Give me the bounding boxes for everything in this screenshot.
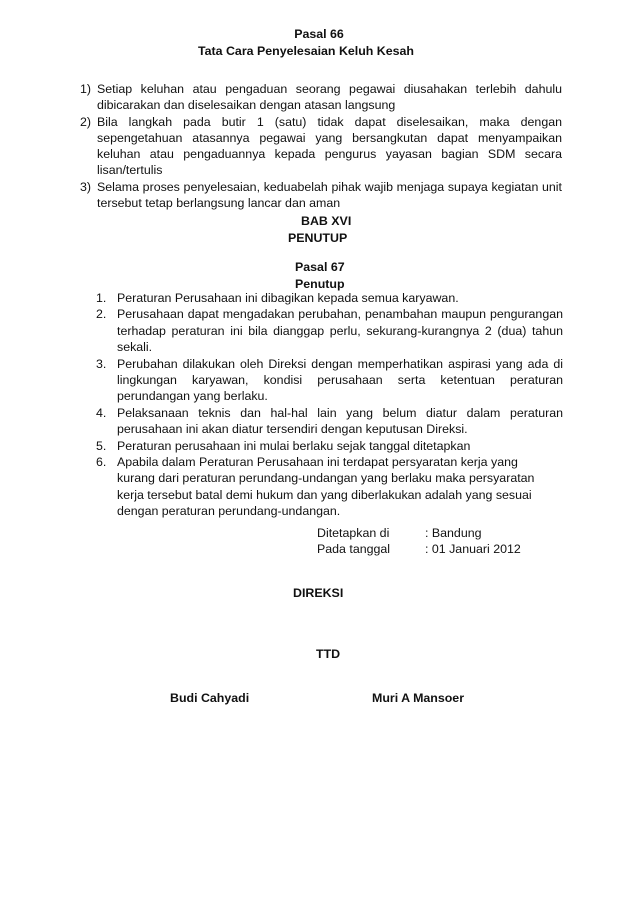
pasal-66-title-text: Tata Cara Penyelesaian Keluh Kesah — [197, 44, 414, 58]
pasal-67-list — [96, 290, 563, 520]
signer-right: Muri A Mansoer — [372, 691, 465, 705]
list-item-number: 1. — [96, 291, 107, 305]
list-item-number: 3) — [80, 179, 92, 194]
list-item-number: 5. — [96, 438, 107, 453]
pasal-67-title: Penutup — [295, 277, 345, 291]
list-item-text: Bila langkah pada butir 1 (satu) tidak dapat diselesaikan, maka dengan sepengetahuan atasannya pegawai yang bersangkutan dapat menyampaikan keluhan atau pengaduannya kepada pengurus yayasan bagian SDM secara lisan/tertulis — [97, 114, 562, 178]
pasal-66-heading: Pasal 66 — [294, 27, 344, 41]
list-item — [96, 438, 563, 454]
pasal-67-heading: Pasal 67 — [295, 260, 345, 274]
list-item-number: 4. — [96, 405, 107, 420]
list-item — [80, 179, 562, 212]
sign-place-label: Ditetapkan di — [317, 526, 390, 540]
list-item — [96, 454, 563, 520]
list-item-text: Peraturan Perusahaan ini dibagikan kepada semua karyawan. — [117, 291, 459, 305]
sign-place-row — [317, 525, 482, 542]
list-item-number: 1) — [80, 82, 92, 96]
pasal-66-list — [80, 81, 562, 211]
sign-date-label: Pada tanggal — [317, 542, 391, 556]
list-item-text: Peraturan perusahaan ini mulai berlaku sejak tanggal ditetapkan — [117, 438, 471, 453]
bab-title: PENUTUP — [288, 231, 348, 245]
list-item — [96, 290, 563, 306]
board-label: DIREKSI — [293, 586, 344, 600]
bab-number: BAB XVI — [301, 214, 352, 228]
list-item-text: Selama proses penyelesaian, keduabelah pihak wajib menjaga supaya kegiatan unit tersebut tetap berlangsung lancar dan aman — [97, 179, 562, 211]
sign-date-row — [317, 541, 521, 558]
list-item — [80, 114, 562, 179]
list-item-number: 2) — [80, 114, 92, 129]
signer-left: Budi Cahyadi — [170, 691, 250, 705]
pasal-66-title — [0, 43, 638, 59]
list-item-text: Setiap keluhan atau pengaduan seorang pegawai diusahakan terlebih dahulu dibicarakan dan diselesaikan dengan atasan langsung — [97, 82, 562, 113]
list-item — [80, 81, 562, 114]
list-item-text: Perusahaan dapat mengadakan perubahan, penambahan maupun pengurangan terhadap peraturan ini bila dianggap perlu, sekurang-kurangnya 2 (dua) tahun sekali. — [117, 307, 563, 355]
sign-place-value: : Bandung — [425, 526, 482, 540]
list-item-number: 6. — [96, 455, 107, 470]
list-item — [96, 306, 563, 355]
list-item-text: Pelaksanaan teknis dan hal-hal lain yang belum diatur dalam peraturan perusahaan ini akan diatur tersendiri dengan keputusan Direksi. — [117, 405, 563, 437]
list-item — [96, 356, 563, 405]
sign-date-value: : 01 Januari 2012 — [425, 542, 521, 556]
list-item-number: 3. — [96, 356, 107, 371]
signed-label: TTD — [316, 647, 341, 661]
list-item — [96, 405, 563, 438]
list-item-text: Perubahan dilakukan oleh Direksi dengan memperhatikan aspirasi yang ada di lingkungan karyawan, kondisi perusahaan serta ketentuan peraturan perundangan yang berlaku. — [117, 356, 563, 404]
list-item-text: Apabila dalam Peraturan Perusahaan ini terdapat persyaratan kerja yang kurang dari peraturan perundang-undangan yang berlaku maka persyaratan kerja tersebut batal demi hukum dan yang diberlakukan adalah yang sesuai dengan peraturan perundang-undangan. — [117, 455, 535, 519]
list-item-number: 2. — [96, 307, 107, 322]
